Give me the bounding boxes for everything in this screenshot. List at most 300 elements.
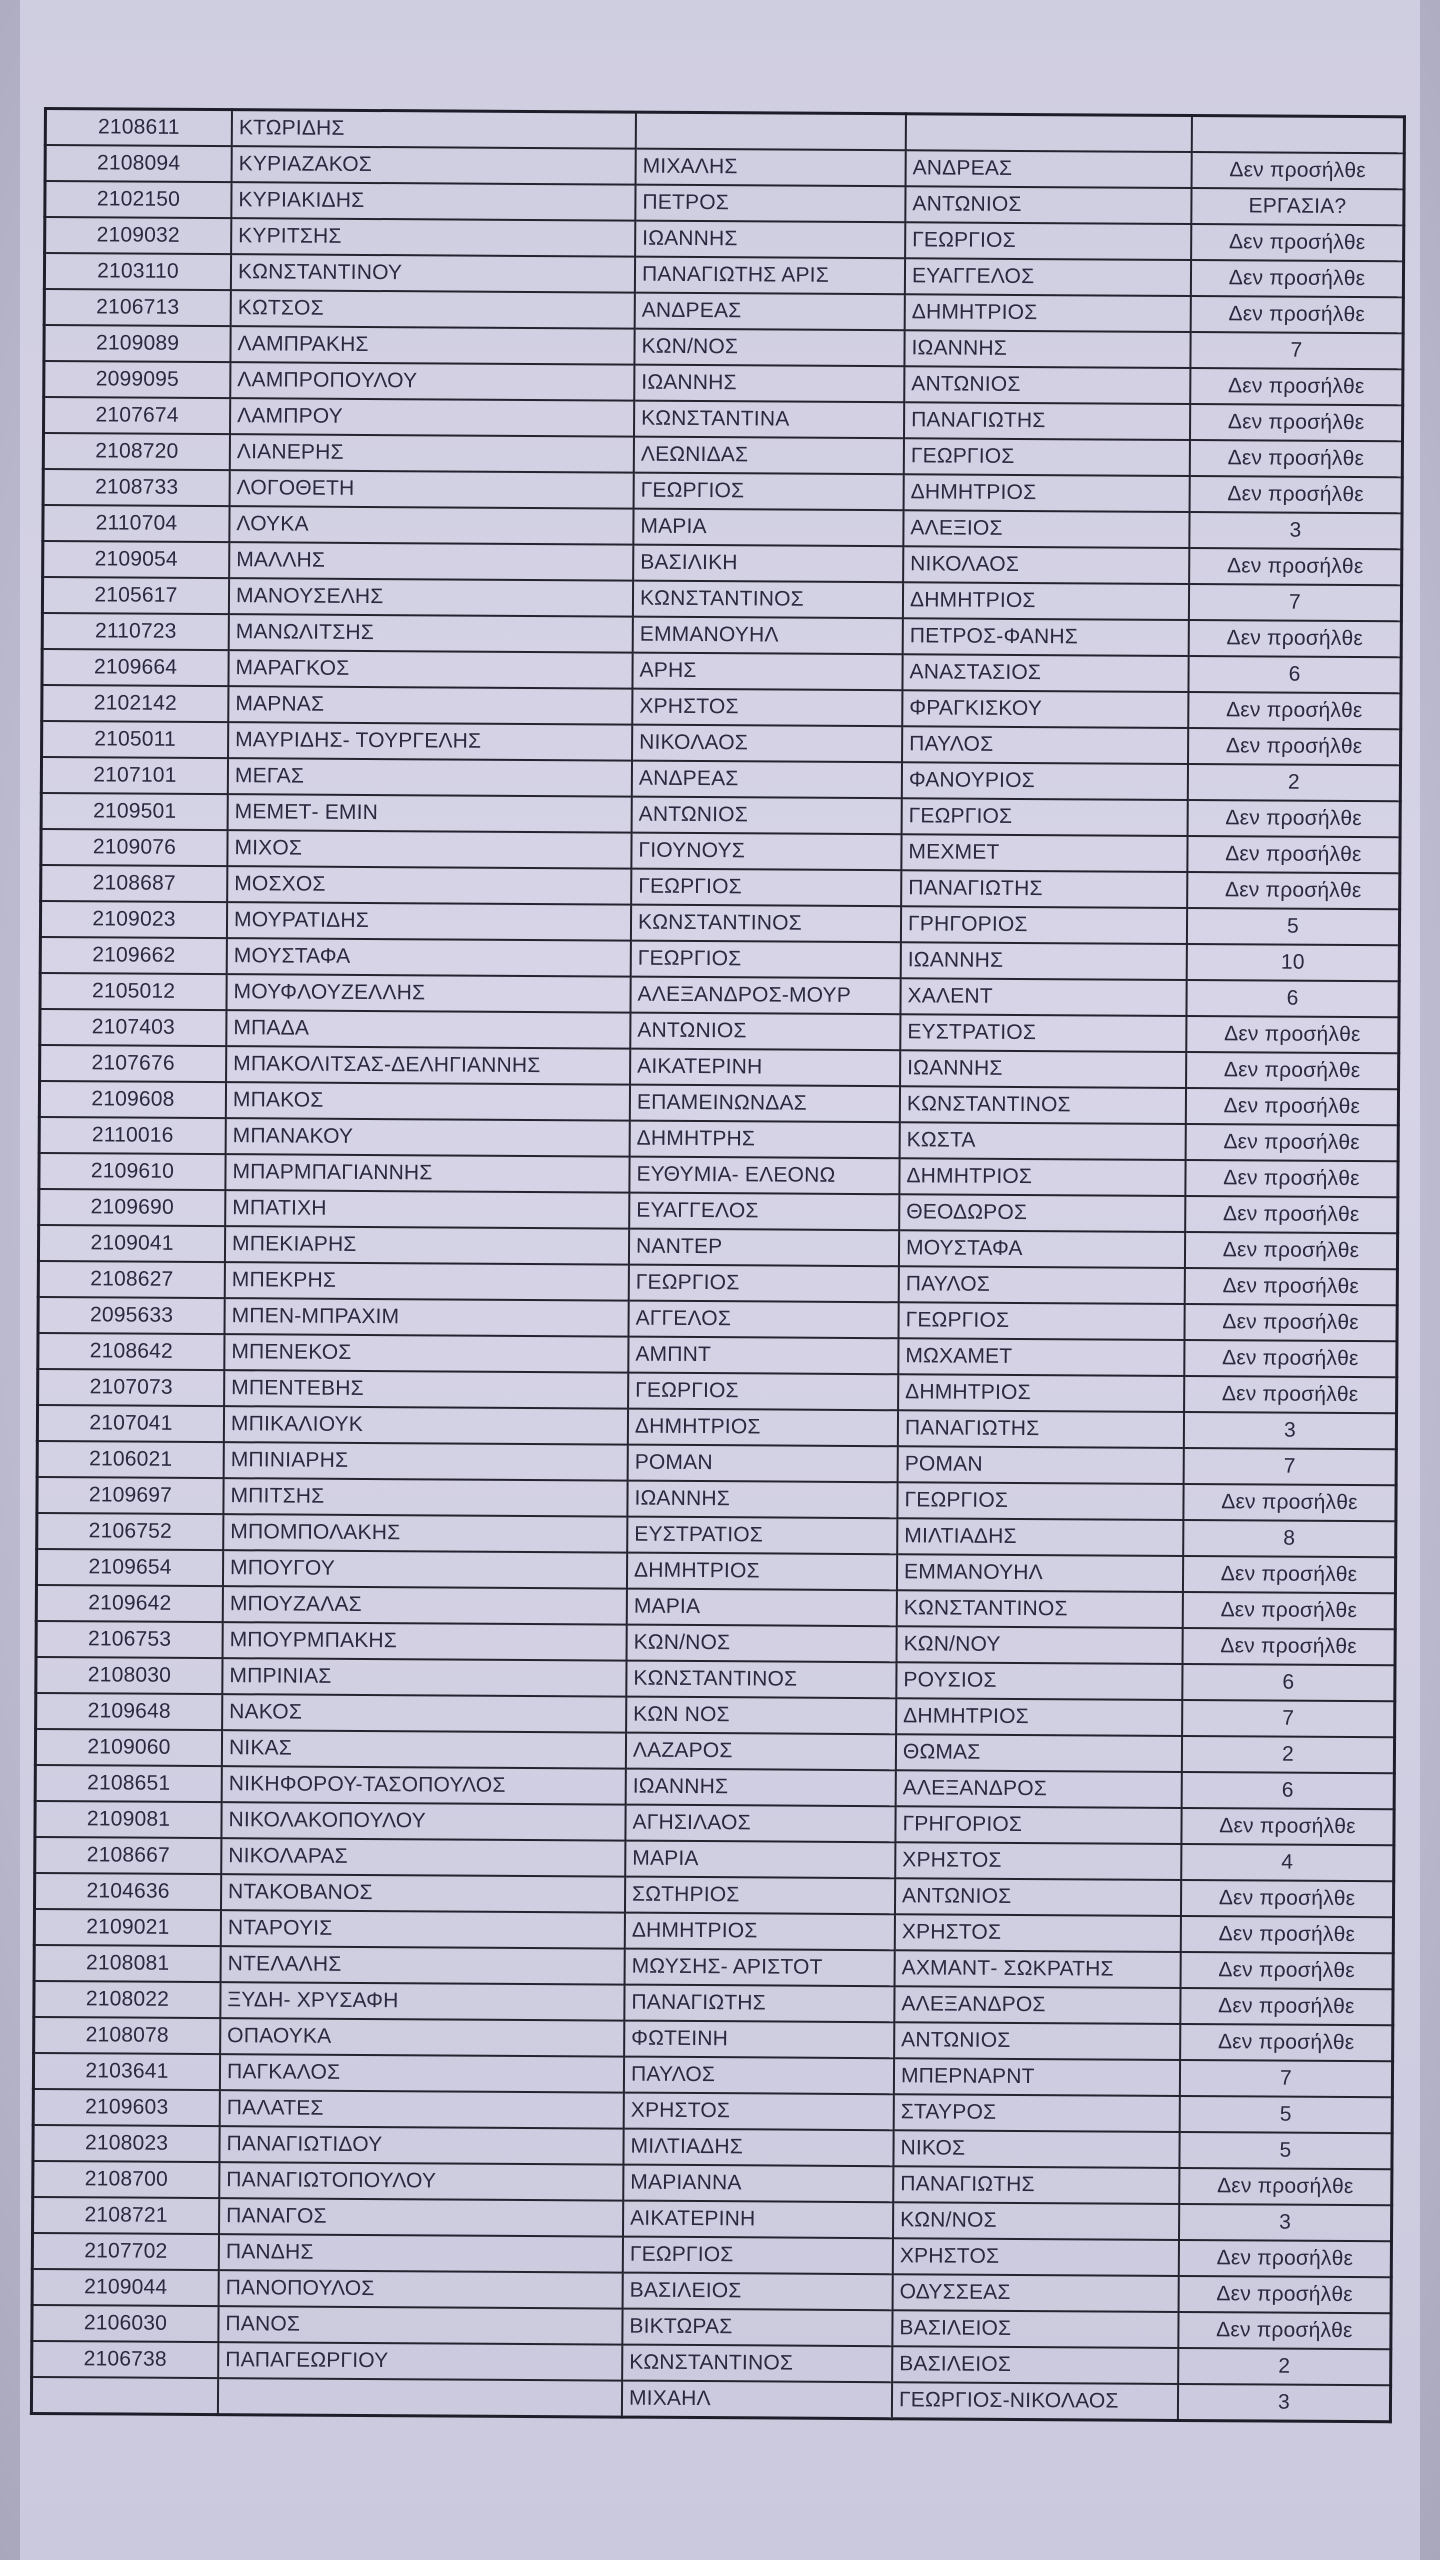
result-cell <box>1192 116 1405 154</box>
surname-cell: ΝΙΚΟΛΑΡΑΣ <box>221 1838 625 1876</box>
father-name-cell <box>906 114 1192 152</box>
result-cell: Δεν προσήλθε <box>1179 2240 1392 2277</box>
result-cell: Δεν προσήλθε <box>1191 224 1404 261</box>
first-name-cell: ΙΩΑΝΝΗΣ <box>626 1769 896 1807</box>
id-cell: 2106752 <box>37 1513 224 1550</box>
result-cell: 7 <box>1189 584 1402 621</box>
id-cell: 2107101 <box>41 757 228 794</box>
first-name-cell: ΔΗΜΗΤΡΗΣ <box>630 1121 900 1159</box>
father-name-cell: ΓΕΩΡΓΙΟΣ <box>898 1302 1184 1340</box>
first-name-cell: ΜΑΡΙΑ <box>625 1841 895 1879</box>
result-cell: Δεν προσήλθε <box>1186 1088 1399 1125</box>
first-name-cell: ΔΗΜΗΤΡΙΟΣ <box>628 1409 898 1447</box>
result-cell: Δεν προσήλθε <box>1180 1988 1393 2025</box>
first-name-cell: ΜΑΡΙΑ <box>627 1589 897 1627</box>
father-name-cell: ΑΛΕΞΑΝΔΡΟΣ <box>894 1986 1180 2024</box>
surname-cell: ΝΤΑΚΟΒΑΝΟΣ <box>221 1874 625 1912</box>
result-cell: Δεν προσήλθε <box>1188 692 1401 729</box>
surname-cell: ΜΑΝΩΛΙΤΣΗΣ <box>229 614 633 652</box>
surname-cell: ΜΑΡΝΑΣ <box>228 686 632 724</box>
result-cell: 7 <box>1182 1700 1395 1737</box>
id-cell: 2107676 <box>40 1045 227 1082</box>
first-name-cell: ΕΥΘΥΜΙΑ- ΕΛΕΟΝΩ <box>629 1157 899 1195</box>
surname-cell: ΜΙΧΟΣ <box>227 830 631 868</box>
first-name-cell: ΚΩΝΣΤΑΝΤΙΝΟΣ <box>626 1661 896 1699</box>
father-name-cell: ΠΕΤΡΟΣ-ΦΑΝΗΣ <box>903 618 1189 656</box>
id-cell: 2109648 <box>36 1693 223 1730</box>
id-cell: 2109044 <box>32 2269 219 2306</box>
first-name-cell: ΑΝΤΩΝΙΟΣ <box>632 797 902 835</box>
result-cell: Δεν προσήλθε <box>1179 2168 1392 2205</box>
surname-cell: ΜΠΑΤΙΧΗ <box>225 1190 629 1228</box>
surname-cell: ΜΠΟΥΖΑΛΑΣ <box>223 1586 627 1624</box>
father-name-cell: ΓΡΗΓΟΡΙΟΣ <box>895 1806 1181 1844</box>
surname-cell: ΠΑΝΟΣ <box>218 2306 622 2344</box>
father-name-cell: ΓΕΩΡΓΙΟΣ <box>904 438 1190 476</box>
result-cell: 7 <box>1184 1448 1397 1485</box>
id-cell: 2104636 <box>34 1873 221 1910</box>
first-name-cell: ΝΑΝΤΕΡ <box>629 1229 899 1267</box>
surname-cell: ΜΠΑΚΟΛΙΤΣΑΣ-ΔΕΛΗΓΙΑΝΝΗΣ <box>226 1046 630 1084</box>
id-cell: 2105011 <box>42 721 229 758</box>
father-name-cell: ΘΕΟΔΩΡΟΣ <box>899 1194 1185 1232</box>
surname-cell: ΛΙΑΝΕΡΗΣ <box>230 434 634 472</box>
father-name-cell: ΧΡΗΣΤΟΣ <box>895 1842 1181 1880</box>
surname-cell: ΠΑΓΚΑΛΟΣ <box>220 2054 624 2092</box>
result-cell: Δεν προσήλθε <box>1192 152 1405 189</box>
first-name-cell: ΧΡΗΣΤΟΣ <box>632 689 902 727</box>
id-cell: 2108627 <box>38 1261 225 1298</box>
surname-cell: ΜΠΡΙΝΙΑΣ <box>222 1658 626 1696</box>
surname-cell: ΜΠΑΚΟΣ <box>226 1082 630 1120</box>
result-cell: 5 <box>1179 2132 1392 2169</box>
first-name-cell: ΓΕΩΡΓΙΟΣ <box>629 1265 899 1303</box>
first-name-cell: ΕΥΣΤΡΑΤΙΟΣ <box>627 1517 897 1555</box>
surname-cell: ΜΠΟΜΠΟΛΑΚΗΣ <box>223 1514 627 1552</box>
surname-cell: ΛΟΥΚΑ <box>229 506 633 544</box>
id-cell: 2110723 <box>42 613 229 650</box>
first-name-cell: ΓΕΩΡΓΙΟΣ <box>623 2237 893 2275</box>
result-cell: Δεν προσήλθε <box>1188 800 1401 837</box>
father-name-cell: ΑΝΤΩΝΙΟΣ <box>894 2022 1180 2060</box>
id-cell: 2095633 <box>38 1297 225 1334</box>
result-cell: Δεν προσήλθε <box>1187 872 1400 909</box>
id-cell: 2108720 <box>43 433 230 470</box>
result-cell: Δεν προσήλθε <box>1184 1376 1397 1413</box>
first-name-cell: ΑΓΗΣΙΛΑΟΣ <box>625 1805 895 1843</box>
id-cell: 2099095 <box>44 361 231 398</box>
first-name-cell: ΓΙΟΥΝΟΥΣ <box>631 833 901 871</box>
surname-cell: ΜΠΕΚΙΑΡΗΣ <box>225 1226 629 1264</box>
id-cell: 2108081 <box>34 1945 221 1982</box>
surname-cell: ΚΩΤΣΟΣ <box>231 290 635 328</box>
result-cell: Δεν προσήλθε <box>1180 2024 1393 2061</box>
surname-cell: ΠΑΝΑΓΟΣ <box>219 2198 623 2236</box>
father-name-cell: ΕΜΜΑΝΟΥΗΛ <box>897 1554 1183 1592</box>
id-cell: 2109654 <box>36 1549 223 1586</box>
first-name-cell: ΜΑΡΙΑΝΝΑ <box>623 2165 893 2203</box>
father-name-cell: ΒΑΣΙΛΕΙΟΣ <box>892 2310 1178 2348</box>
first-name-cell: ΓΕΩΡΓΙΟΣ <box>634 473 904 511</box>
father-name-cell: ΠΑΝΑΓΙΩΤΗΣ <box>904 402 1190 440</box>
first-name-cell: ΜΙΧΑΛΗΣ <box>636 149 906 187</box>
result-cell: Δεν προσήλθε <box>1186 1052 1399 1089</box>
first-name-cell: ΠΑΝΑΓΙΩΤΗΣ ΑΡΙΣ <box>635 257 905 295</box>
id-cell: 2109642 <box>36 1585 223 1622</box>
father-name-cell: ΜΕΧΜΕΤ <box>901 834 1187 872</box>
first-name-cell: ΜΑΡΙΑ <box>633 509 903 547</box>
surname-cell <box>218 2378 622 2417</box>
father-name-cell: ΙΩΑΝΝΗΣ <box>900 1050 1186 1088</box>
id-cell: 2108023 <box>33 2125 220 2162</box>
result-cell: Δεν προσήλθε <box>1185 1160 1398 1197</box>
result-cell: Δεν προσήλθε <box>1189 620 1402 657</box>
id-cell: 2109021 <box>34 1909 221 1946</box>
id-cell: 2107702 <box>32 2233 219 2270</box>
result-cell: Δεν προσήλθε <box>1183 1592 1396 1629</box>
result-cell: 2 <box>1188 764 1401 801</box>
surname-cell: ΠΑΛΑΤΕΣ <box>220 2090 624 2128</box>
result-cell: Δεν προσήλθε <box>1190 404 1403 441</box>
result-cell: Δεν προσήλθε <box>1185 1232 1398 1269</box>
first-name-cell: ΜΙΛΤΙΑΔΗΣ <box>623 2129 893 2167</box>
id-cell: 2108651 <box>35 1765 222 1802</box>
father-name-cell: ΝΙΚΟΛΑΟΣ <box>903 546 1189 584</box>
surname-cell: ΠΑΝΟΠΟΥΛΟΣ <box>219 2270 623 2308</box>
father-name-cell: ΚΩΝ/ΝΟΣ <box>893 2202 1179 2240</box>
result-cell: 2 <box>1178 2348 1391 2385</box>
surname-cell: ΝΑΚΟΣ <box>222 1694 626 1732</box>
result-cell: 5 <box>1180 2096 1393 2133</box>
father-name-cell: ΝΙΚΟΣ <box>893 2130 1179 2168</box>
result-cell: 6 <box>1188 656 1401 693</box>
first-name-cell: ΠΕΤΡΟΣ <box>635 185 905 223</box>
result-cell: Δεν προσήλθε <box>1181 1808 1394 1845</box>
id-cell: 2108721 <box>33 2197 220 2234</box>
surname-cell: ΝΙΚΟΛΑΚΟΠΟΥΛΟΥ <box>221 1802 625 1840</box>
father-name-cell: ΓΕΩΡΓΙΟΣ <box>905 222 1191 260</box>
surname-cell: ΛΟΓΟΘΕΤΗ <box>230 470 634 508</box>
surname-cell: ΜΠΙΝΙΑΡΗΣ <box>224 1442 628 1480</box>
father-name-cell: ΔΗΜΗΤΡΙΟΣ <box>905 294 1191 332</box>
surname-cell: ΟΠΑΟΥΚΑ <box>220 2018 624 2056</box>
result-cell: 6 <box>1182 1664 1395 1701</box>
surname-cell: ΝΤΕΛΑΛΗΣ <box>221 1946 625 1984</box>
surname-cell: ΚΥΡΙΑΚΙΔΗΣ <box>231 182 635 220</box>
result-cell: Δεν προσήλθε <box>1191 260 1404 297</box>
id-cell: 2109054 <box>43 541 230 578</box>
surname-cell: ΝΤΑΡΟΥΙΣ <box>221 1910 625 1948</box>
result-cell: Δεν προσήλθε <box>1185 1268 1398 1305</box>
father-name-cell: ΔΗΜΗΤΡΙΟΣ <box>903 582 1189 620</box>
result-cell: 5 <box>1187 908 1400 945</box>
id-cell: 2106713 <box>44 289 231 326</box>
result-cell: 3 <box>1189 512 1402 549</box>
father-name-cell: ΓΕΩΡΓΙΟΣ <box>897 1482 1183 1520</box>
surname-cell: ΜΠΕΝΕΚΟΣ <box>224 1334 628 1372</box>
id-cell: 2105617 <box>42 577 229 614</box>
result-cell: Δεν προσήλθε <box>1183 1628 1396 1665</box>
result-cell: Δεν προσήλθε <box>1184 1340 1397 1377</box>
result-cell: Δεν προσήλθε <box>1183 1556 1396 1593</box>
first-name-cell: ΜΩΥΣΗΣ- ΑΡΙΣΤΟΤ <box>625 1949 895 1987</box>
surname-cell: ΜΟΥΦΛΟΥΖΕΛΛΗΣ <box>226 974 630 1012</box>
first-name-cell: ΑΙΚΑΤΕΡΙΝΗ <box>623 2201 893 2239</box>
father-name-cell: ΧΡΗΣΤΟΣ <box>893 2238 1179 2276</box>
surname-cell: ΜΠΙΤΣΗΣ <box>223 1478 627 1516</box>
id-cell: 2109662 <box>40 937 227 974</box>
first-name-cell: ΜΙΧΑΗΛ <box>622 2381 892 2419</box>
result-cell: Δεν προσήλθε <box>1183 1484 1396 1521</box>
father-name-cell: ΑΝΑΣΤΑΣΙΟΣ <box>902 654 1188 692</box>
first-name-cell: ΒΙΚΤΩΡΑΣ <box>622 2309 892 2347</box>
id-cell: 2103110 <box>44 253 231 290</box>
surname-cell: ΜΠΑΝΑΚΟΥ <box>226 1118 630 1156</box>
father-name-cell: ΣΤΑΥΡΟΣ <box>894 2094 1180 2132</box>
first-name-cell: ΠΑΝΑΓΙΩΤΗΣ <box>624 1985 894 2023</box>
id-cell: 2109610 <box>39 1153 226 1190</box>
first-name-cell: ΓΕΩΡΓΙΟΣ <box>628 1373 898 1411</box>
result-cell: 4 <box>1181 1844 1394 1881</box>
first-name-cell: ΠΑΥΛΟΣ <box>624 2057 894 2095</box>
father-name-cell: ΙΩΑΝΝΗΣ <box>901 942 1187 980</box>
first-name-cell: ΡΟΜΑΝ <box>628 1445 898 1483</box>
result-cell: 7 <box>1180 2060 1393 2097</box>
surname-cell: ΜΠΙΚΑΛΙΟΥΚ <box>224 1406 628 1444</box>
surname-cell: ΜΟΥΣΤΑΦΑ <box>227 938 631 976</box>
first-name-cell: ΚΩΝΣΤΑΝΤΙΝΟΣ <box>622 2345 892 2383</box>
id-cell: 2109664 <box>42 649 229 686</box>
first-name-cell: ΚΩΝΣΤΑΝΤΙΝΑ <box>634 401 904 439</box>
father-name-cell: ΔΗΜΗΤΡΙΟΣ <box>898 1374 1184 1412</box>
table-row <box>31 2377 1390 2422</box>
first-name-cell <box>636 112 906 150</box>
surname-cell: ΜΑΡΑΓΚΟΣ <box>228 650 632 688</box>
surname-cell: ΜΠΟΥΡΜΠΑΚΗΣ <box>223 1622 627 1660</box>
father-name-cell: ΠΑΥΛΟΣ <box>899 1266 1185 1304</box>
father-name-cell: ΧΡΗΣΤΟΣ <box>895 1914 1181 1952</box>
result-cell: ΕΡΓΑΣΙΑ? <box>1191 188 1404 225</box>
father-name-cell: ΔΗΜΗΤΡΙΟΣ <box>896 1698 1182 1736</box>
father-name-cell: ΑΛΕΞΙΟΣ <box>903 510 1189 548</box>
result-cell: Δεν προσήλθε <box>1190 440 1403 477</box>
first-name-cell: ΒΑΣΙΛΕΙΟΣ <box>623 2273 893 2311</box>
first-name-cell: ΔΗΜΗΤΡΙΟΣ <box>627 1553 897 1591</box>
surname-cell: ΝΙΚΑΣ <box>222 1730 626 1768</box>
id-cell: 2108667 <box>35 1837 222 1874</box>
father-name-cell: ΜΟΥΣΤΑΦΑ <box>899 1230 1185 1268</box>
father-name-cell: ΓΡΗΓΟΡΙΟΣ <box>901 906 1187 944</box>
first-name-cell: ΝΙΚΟΛΑΟΣ <box>632 725 902 763</box>
surname-cell: ΜΕΜΕΤ- ΕΜΙΝ <box>228 794 632 832</box>
id-cell: 2102142 <box>42 685 229 722</box>
surname-cell: ΛΑΜΠΡΟΠΟΥΛΟΥ <box>230 362 634 400</box>
first-name-cell: ΚΩΝ/ΝΟΣ <box>627 1625 897 1663</box>
first-name-cell: ΙΩΑΝΝΗΣ <box>627 1481 897 1519</box>
surname-cell: ΜΟΣΧΟΣ <box>227 866 631 904</box>
first-name-cell: ΑΝΤΩΝΙΟΣ <box>630 1013 900 1051</box>
result-cell: Δεν προσήλθε <box>1184 1304 1397 1341</box>
id-cell: 2107674 <box>44 397 231 434</box>
id-cell: 2107073 <box>38 1369 225 1406</box>
result-cell: Δεν προσήλθε <box>1178 2312 1391 2349</box>
father-name-cell: ΠΑΥΛΟΣ <box>902 726 1188 764</box>
father-name-cell: ΒΑΣΙΛΕΙΟΣ <box>892 2346 1178 2384</box>
id-cell: 2109041 <box>38 1225 225 1262</box>
id-cell: 2109076 <box>41 829 228 866</box>
result-cell: Δεν προσήλθε <box>1189 548 1402 585</box>
first-name-cell: ΚΩΝΣΤΑΝΤΙΝΟΣ <box>633 581 903 619</box>
first-name-cell: ΕΥΑΓΓΕΛΟΣ <box>629 1193 899 1231</box>
id-cell: 2106021 <box>37 1441 224 1478</box>
result-cell: 2 <box>1182 1736 1395 1773</box>
result-cell: Δεν προσήλθε <box>1188 728 1401 765</box>
first-name-cell: ΚΩΝ ΝΟΣ <box>626 1697 896 1735</box>
id-cell: 2109023 <box>40 901 227 938</box>
result-cell: 10 <box>1187 944 1400 981</box>
father-name-cell: ΑΝΔΡΕΑΣ <box>906 150 1192 188</box>
id-cell: 2106738 <box>32 2341 219 2378</box>
id-cell <box>31 2377 218 2415</box>
surname-cell: ΠΑΝΑΓΙΩΤΟΠΟΥΛΟΥ <box>219 2162 623 2200</box>
id-cell: 2106753 <box>36 1621 223 1658</box>
father-name-cell: ΦΡΑΓΚΙΣΚΟΥ <box>902 690 1188 728</box>
first-name-cell: ΒΑΣΙΛΙΚΗ <box>633 545 903 583</box>
first-name-cell: ΣΩΤΗΡΙΟΣ <box>625 1877 895 1915</box>
id-cell: 2109032 <box>45 217 232 254</box>
surname-cell: ΛΑΜΠΡΟΥ <box>230 398 634 436</box>
id-cell: 2108611 <box>45 109 232 147</box>
records-table-container <box>30 107 1406 2423</box>
first-name-cell: ΑΝΔΡΕΑΣ <box>635 293 905 331</box>
id-cell: 2110704 <box>43 505 230 542</box>
surname-cell: ΜΑΝΟΥΣΕΛΗΣ <box>229 578 633 616</box>
result-cell: 3 <box>1179 2204 1392 2241</box>
id-cell: 2108687 <box>41 865 228 902</box>
id-cell: 2109603 <box>33 2089 220 2126</box>
surname-cell: ΜΟΥΡΑΤΙΔΗΣ <box>227 902 631 940</box>
father-name-cell: ΡΟΥΣΙΟΣ <box>896 1662 1182 1700</box>
result-cell: Δεν προσήλθε <box>1190 476 1403 513</box>
first-name-cell: ΛΑΖΑΡΟΣ <box>626 1733 896 1771</box>
father-name-cell: ΚΩΣΤΑ <box>900 1122 1186 1160</box>
id-cell: 2109608 <box>39 1081 226 1118</box>
first-name-cell: ΓΕΩΡΓΙΟΣ <box>631 941 901 979</box>
surname-cell: ΜΠΑΡΜΠΑΓΙΑΝΝΗΣ <box>225 1154 629 1192</box>
first-name-cell: ΕΜΜΑΝΟΥΗΛ <box>633 617 903 655</box>
id-cell: 2110016 <box>39 1117 226 1154</box>
surname-cell: ΜΠΕΝΤΕΒΗΣ <box>224 1370 628 1408</box>
result-cell: Δεν προσήλθε <box>1181 1880 1394 1917</box>
result-cell: 6 <box>1182 1772 1395 1809</box>
father-name-cell: ΧΑΛΕΝΤ <box>900 978 1186 1016</box>
father-name-cell: ΑΝΤΩΝΙΟΣ <box>905 186 1191 224</box>
surname-cell: ΞΥΔΗ- ΧΡΥΣΑΦΗ <box>220 1982 624 2020</box>
first-name-cell: ΙΩΑΝΝΗΣ <box>635 221 905 259</box>
surname-cell: ΠΑΝΑΓΙΩΤΙΔΟΥ <box>219 2126 623 2164</box>
father-name-cell: ΜΙΛΤΙΑΔΗΣ <box>897 1518 1183 1556</box>
first-name-cell: ΑΡΗΣ <box>632 653 902 691</box>
father-name-cell: ΑΝΤΩΝΙΟΣ <box>895 1878 1181 1916</box>
surname-cell: ΚΤΩΡΙΔΗΣ <box>232 110 636 149</box>
father-name-cell: ΜΩΧΑΜΕΤ <box>898 1338 1184 1376</box>
result-cell: 8 <box>1183 1520 1396 1557</box>
father-name-cell: ΠΑΝΑΓΙΩΤΗΣ <box>893 2166 1179 2204</box>
records-table <box>30 107 1406 2423</box>
result-cell: Δεν προσήλθε <box>1190 368 1403 405</box>
first-name-cell: ΧΡΗΣΤΟΣ <box>624 2093 894 2131</box>
father-name-cell: ΜΠΕΡΝΑΡΝΤ <box>894 2058 1180 2096</box>
paper-sheet <box>20 0 1420 2560</box>
result-cell: Δεν προσήλθε <box>1191 296 1404 333</box>
result-cell: 7 <box>1190 332 1403 369</box>
first-name-cell: ΑΙΚΑΤΕΡΙΝΗ <box>630 1049 900 1087</box>
id-cell: 2108078 <box>34 2017 221 2054</box>
surname-cell: ΜΠΑΔΑ <box>226 1010 630 1048</box>
id-cell: 2109081 <box>35 1801 222 1838</box>
first-name-cell: ΑΝΔΡΕΑΣ <box>632 761 902 799</box>
id-cell: 2107041 <box>37 1405 224 1442</box>
result-cell: Δεν προσήλθε <box>1179 2276 1392 2313</box>
result-cell: Δεν προσήλθε <box>1186 1124 1399 1161</box>
father-name-cell: ΕΥΑΓΓΕΛΟΣ <box>905 258 1191 296</box>
result-cell: Δεν προσήλθε <box>1185 1196 1398 1233</box>
first-name-cell: ΛΕΩΝΙΔΑΣ <box>634 437 904 475</box>
father-name-cell: ΓΕΩΡΓΙΟΣ <box>902 798 1188 836</box>
father-name-cell: ΠΑΝΑΓΙΩΤΗΣ <box>901 870 1187 908</box>
surname-cell: ΛΑΜΠΡΑΚΗΣ <box>230 326 634 364</box>
father-name-cell: ΚΩΝΣΤΑΝΤΙΝΟΣ <box>897 1590 1183 1628</box>
surname-cell: ΚΩΝΣΤΑΝΤΙΝΟΥ <box>231 254 635 292</box>
father-name-cell: ΠΑΝΑΓΙΩΤΗΣ <box>898 1410 1184 1448</box>
surname-cell: ΜΑΛΛΗΣ <box>229 542 633 580</box>
id-cell: 2108022 <box>34 1981 221 2018</box>
surname-cell: ΚΥΡΙΑΖΑΚΟΣ <box>232 146 636 184</box>
father-name-cell: ΑΛΕΞΑΝΔΡΟΣ <box>896 1770 1182 1808</box>
father-name-cell: ΦΑΝΟΥΡΙΟΣ <box>902 762 1188 800</box>
surname-cell: ΜΑΥΡΙΔΗΣ- ΤΟΥΡΓΕΛΗΣ <box>228 722 632 760</box>
id-cell: 2105012 <box>40 973 227 1010</box>
surname-cell: ΚΥΡΙΤΣΗΣ <box>231 218 635 256</box>
result-cell: 3 <box>1184 1412 1397 1449</box>
id-cell: 2108030 <box>36 1657 223 1694</box>
surname-cell: ΠΑΝΔΗΣ <box>219 2234 623 2272</box>
id-cell: 2109060 <box>35 1729 222 1766</box>
id-cell: 2107403 <box>40 1009 227 1046</box>
surname-cell: ΜΕΓΑΣ <box>228 758 632 796</box>
father-name-cell: ΑΧΜΑΝΤ- ΣΩΚΡΑΤΗΣ <box>895 1950 1181 1988</box>
result-cell: Δεν προσήλθε <box>1187 836 1400 873</box>
first-name-cell: ΕΠΑΜΕΙΝΩΝΔΑΣ <box>630 1085 900 1123</box>
first-name-cell: ΙΩΑΝΝΗΣ <box>634 365 904 403</box>
surname-cell: ΜΠΟΥΓΟΥ <box>223 1550 627 1588</box>
result-cell: 3 <box>1178 2384 1391 2422</box>
first-name-cell: ΚΩΝΣΤΑΝΤΙΝΟΣ <box>631 905 901 943</box>
first-name-cell: ΦΩΤΕΙΝΗ <box>624 2021 894 2059</box>
id-cell: 2108094 <box>45 145 232 182</box>
id-cell: 2106030 <box>32 2305 219 2342</box>
surname-cell: ΜΠΕΝ-ΜΠΡΑΧΙΜ <box>225 1298 629 1336</box>
surname-cell: ΜΠΕΚΡΗΣ <box>225 1262 629 1300</box>
surname-cell: ΝΙΚΗΦΟΡΟΥ-ΤΑΣΟΠΟΥΛΟΣ <box>222 1766 626 1804</box>
father-name-cell: ΙΩΑΝΝΗΣ <box>904 330 1190 368</box>
father-name-cell: ΕΥΣΤΡΑΤΙΟΣ <box>900 1014 1186 1052</box>
first-name-cell: ΔΗΜΗΤΡΙΟΣ <box>625 1913 895 1951</box>
first-name-cell: ΚΩΝ/ΝΟΣ <box>634 329 904 367</box>
id-cell: 2109089 <box>44 325 231 362</box>
father-name-cell: ΟΔΥΣΣΕΑΣ <box>893 2274 1179 2312</box>
id-cell: 2103641 <box>33 2053 220 2090</box>
